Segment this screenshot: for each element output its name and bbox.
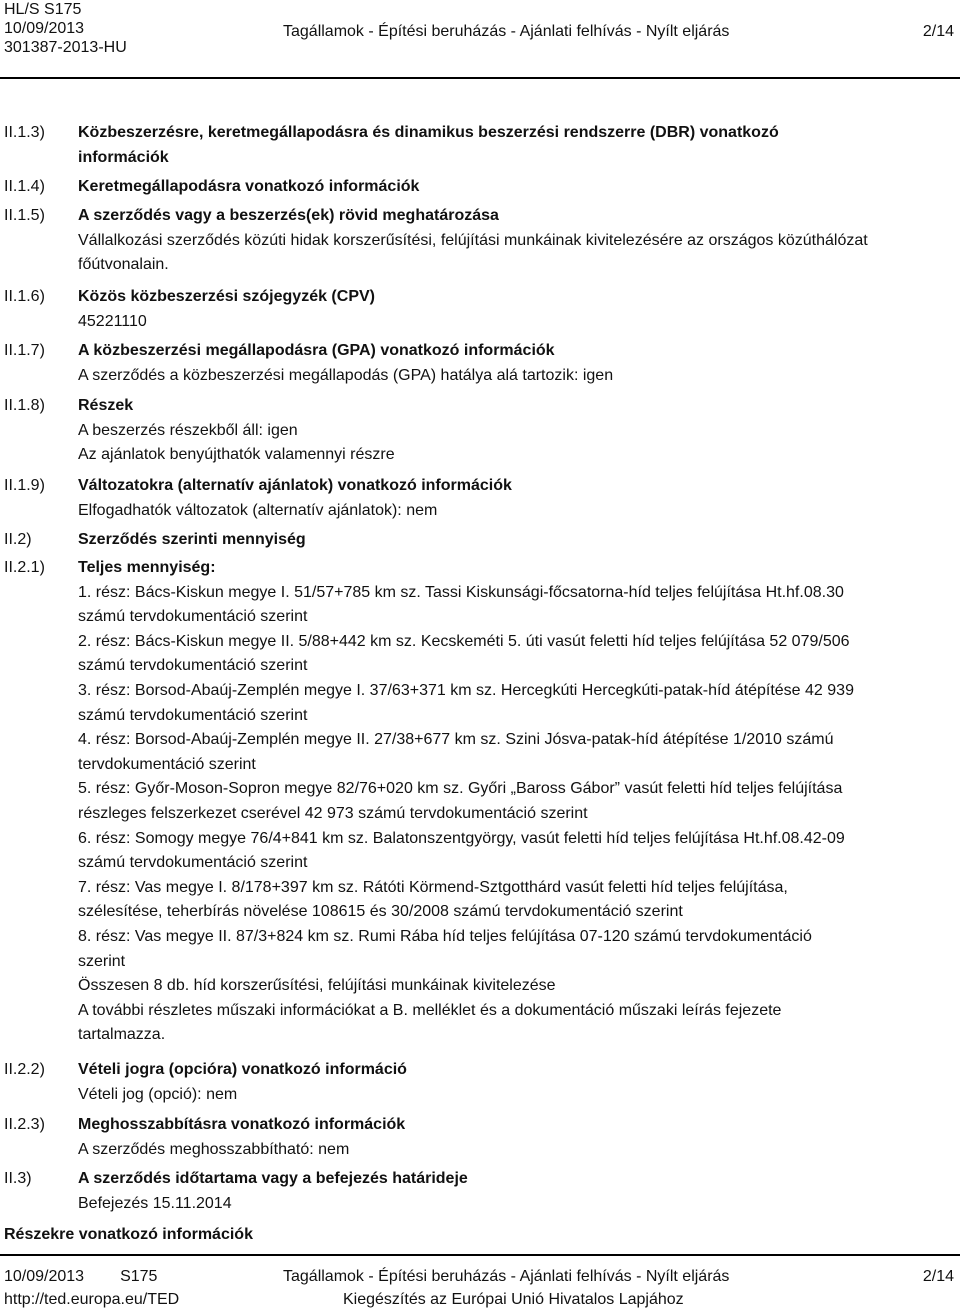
section-heading: Vételi jogra (opcióra) vonatkozó információ	[78, 1061, 407, 1078]
header-left	[4, 0, 127, 57]
quantity-line: 1. rész: Bács-Kiskun megye I. 51/57+785 km sz. Tassi Kiskunsági-főcsatorna-híd teljes felújítása Ht.hf.08.30	[78, 583, 844, 601]
section-II-2-1	[78, 556, 958, 1048]
quantity-line: 8. rész: Vas megye II. 87/3+824 km sz. Rumi Rába híd teljes felújítása 07-120 számú tervdokumentáció	[78, 927, 812, 945]
section-heading: Keretmegállapodásra vonatkozó információk	[78, 178, 420, 195]
quantity-line: szélesítése, teherbírás növelése 108615 és 30/2008 számú tervdokumentáció szerint	[78, 903, 683, 921]
section-II-1-6	[78, 285, 958, 334]
section-text: Vételi jog (opció): nem	[78, 1085, 238, 1103]
label-II-2: II.2)	[4, 531, 32, 548]
label-II-1-3: II.1.3)	[4, 124, 45, 141]
section-heading: A szerződés időtartama vagy a befejezés határideje	[78, 1170, 468, 1187]
section-II-2-2	[78, 1058, 958, 1107]
quantity-line: 2. rész: Bács-Kiskun megye II. 5/88+442 km sz. Kecskeméti 5. úti vasút feletti híd teljes felújítása 52 079/506	[78, 632, 850, 650]
quantity-line: A további részletes műszaki információkat a B. melléklet és a dokumentáció műszaki leírás fejezete	[78, 1001, 782, 1019]
section-text: A beszerzés részekből áll: igen	[78, 421, 298, 439]
header-page-number: 2/14	[922, 23, 954, 40]
section-II-1-5	[78, 204, 958, 278]
footer-date-series	[4, 1267, 157, 1286]
section-text: A szerződés a közbeszerzési megállapodás (GPA) hatálya alá tartozik: igen	[78, 366, 614, 384]
section-II-1-3	[78, 121, 958, 170]
label-II-1-7: II.1.7)	[4, 342, 45, 359]
label-II-1-4: II.1.4)	[4, 178, 45, 195]
section-heading: Meghosszabbításra vonatkozó információk	[78, 1116, 406, 1133]
section-heading: Teljes mennyiség:	[78, 559, 216, 576]
section-heading-cont: információk	[78, 148, 169, 166]
section-II-2	[78, 528, 958, 553]
section-heading: Szerződés szerinti mennyiség	[78, 531, 306, 548]
section-text: Az ajánlatok benyújthatók valamennyi részre	[78, 446, 395, 464]
doc-id: 301387-2013-HU	[4, 39, 127, 56]
footer-url[interactable]: http://ted.europa.eu/TED	[4, 1291, 180, 1308]
section-II-1-7	[78, 339, 958, 388]
quantity-line: szerint	[78, 952, 126, 970]
label-II-1-5: II.1.5)	[4, 207, 45, 224]
doc-type: HL/S S175	[4, 1, 82, 18]
quantity-line: 6. rész: Somogy megye 76/4+841 km sz. Balatonszentgyörgy, vasút feletti híd teljes felújítása Ht.hf.08.42-09	[78, 829, 845, 847]
label-II-3: II.3)	[4, 1170, 32, 1187]
label-II-1-9: II.1.9)	[4, 477, 45, 494]
section-text: A szerződés meghosszabbítható: nem	[78, 1140, 350, 1158]
section-II-2-3	[78, 1113, 958, 1162]
section-heading: Részek	[78, 397, 134, 414]
footer-rule	[0, 1254, 960, 1256]
quantity-line: Összesen 8 db. híd korszerűsítési, felújítási munkáinak kivitelezése	[78, 977, 556, 995]
section-heading: Közbeszerzésre, keretmegállapodásra és dinamikus beszerzési rendszerre (DBR) vonatkozó	[78, 124, 779, 141]
parts-title: Részekre vonatkozó információk	[4, 1226, 253, 1243]
quantity-line: számú tervdokumentáció szerint	[78, 657, 308, 675]
label-II-1-8: II.1.8)	[4, 397, 45, 414]
footer-date: 10/09/2013	[4, 1268, 85, 1285]
section-heading: Közös közbeszerzési szójegyzék (CPV)	[78, 288, 375, 305]
quantity-line: 4. rész: Borsod-Abaúj-Zemplén megye II. 27/38+677 km sz. Szini Jósva-patak-híd átépítése 1/2010 számú	[78, 731, 834, 749]
header-title: Tagállamok - Építési beruházás - Ajánlati felhívás - Nyílt eljárás	[283, 23, 730, 40]
header-rule	[0, 77, 960, 79]
section-II-3	[78, 1167, 958, 1216]
quantity-line: számú tervdokumentáció szerint	[78, 706, 308, 724]
section-text: főútvonalain.	[78, 256, 169, 274]
footer-publisher: Kiegészítés az Európai Unió Hivatalos Lapjához	[343, 1291, 684, 1308]
section-II-1-9	[78, 474, 958, 523]
section-II-1-4	[78, 175, 958, 200]
quantity-line: számú tervdokumentáció szerint	[78, 608, 308, 626]
section-heading: A közbeszerzési megállapodásra (GPA) vonatkozó információk	[78, 342, 555, 359]
quantity-line: tervdokumentáció szerint	[78, 755, 256, 773]
quantity-line: számú tervdokumentáció szerint	[78, 854, 308, 872]
section-text: Elfogadhatók változatok (alternatív ajánlatok): nem	[78, 501, 438, 519]
section-heading: A szerződés vagy a beszerzés(ek) rövid meghatározása	[78, 207, 499, 224]
footer-title: Tagállamok - Építési beruházás - Ajánlati felhívás - Nyílt eljárás	[283, 1268, 730, 1285]
label-II-2-3: II.2.3)	[4, 1116, 45, 1133]
cpv-code: 45221110	[78, 312, 147, 330]
label-II-1-6: II.1.6)	[4, 288, 45, 305]
section-text: Vállalkozási szerződés közúti hidak korszerűsítési, felújítási munkáinak kivitelezésére az országos közúthálózat	[78, 231, 868, 249]
footer-series: S175	[120, 1268, 158, 1285]
section-II-1-8	[78, 394, 958, 468]
section-heading: Változatokra (alternatív ajánlatok) vonatkozó információk	[78, 477, 512, 494]
label-II-2-2: II.2.2)	[4, 1061, 45, 1078]
quantity-line: részleges felszerkezet cserével 42 973 számú tervdokumentáció szerint	[78, 804, 588, 822]
footer-page-number: 2/14	[922, 1268, 954, 1285]
quantity-line: 7. rész: Vas megye I. 8/178+397 km sz. Rátóti Körmend-Sztgotthárd vasút feletti híd teljes felújítása,	[78, 878, 788, 896]
section-text: Befejezés 15.11.2014	[78, 1194, 232, 1212]
quantity-line: tartalmazza.	[78, 1026, 166, 1044]
label-II-2-1: II.2.1)	[4, 559, 45, 576]
header-date: 10/09/2013	[4, 20, 85, 37]
quantity-line: 5. rész: Győr-Moson-Sopron megye 82/76+020 km sz. Győri „Baross Gábor” vasút feletti híd teljes felújítása	[78, 780, 843, 798]
quantity-line: 3. rész: Borsod-Abaúj-Zemplén megye I. 37/63+371 km sz. Hercegkúti Hercegkúti-patak-híd átépítése 42 939	[78, 681, 854, 699]
